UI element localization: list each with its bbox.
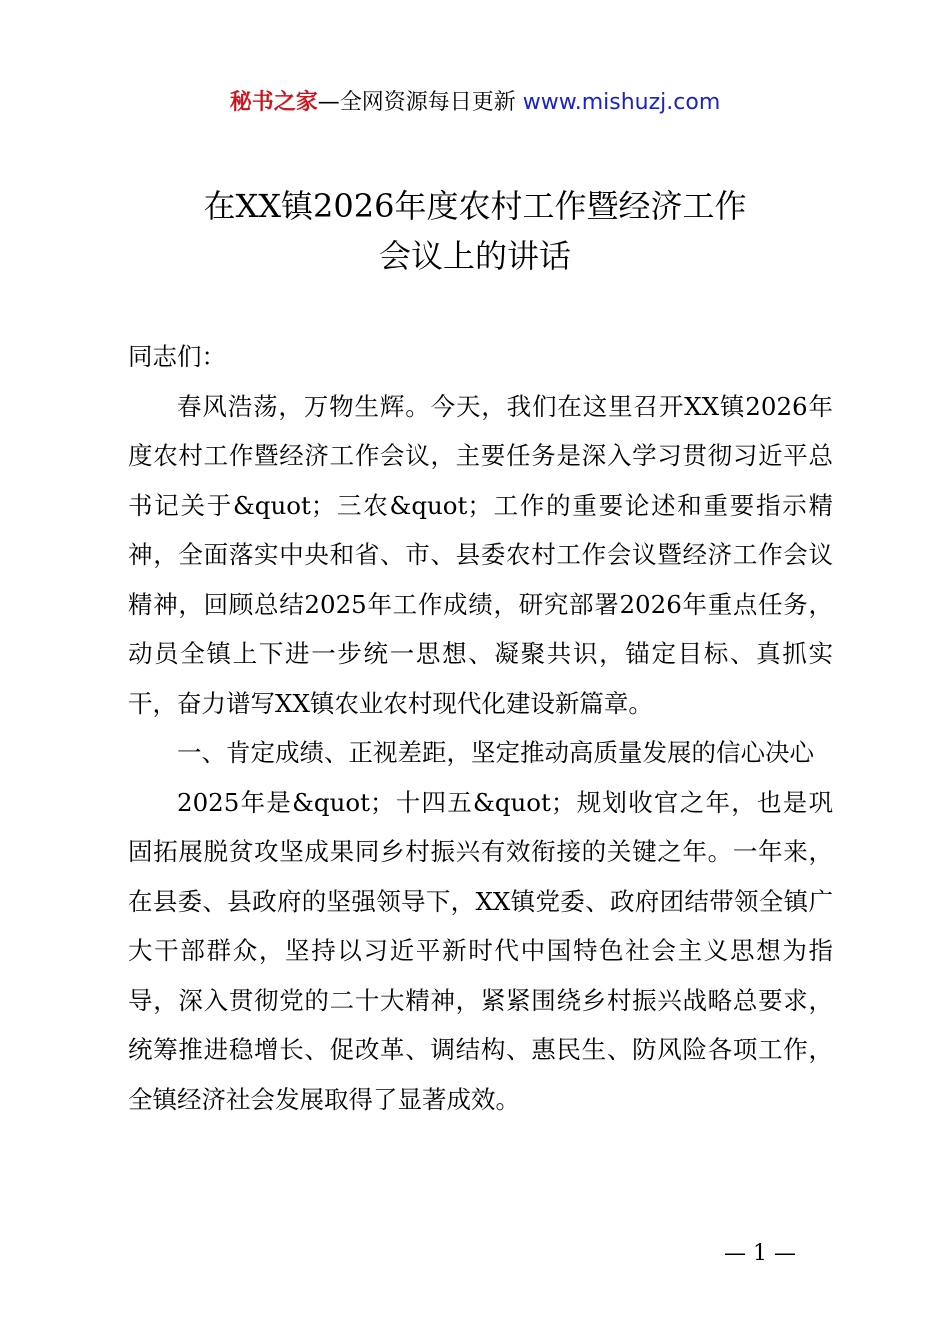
site-url-link[interactable]: www.mishuzj.com <box>522 90 721 115</box>
document-body <box>128 332 833 1124</box>
banner-tagline: —全网资源每日更新 <box>317 90 523 115</box>
salutation: 同志们： <box>128 342 226 371</box>
document-title <box>0 181 950 281</box>
title-line-2: 会议上的讲话 <box>378 237 571 275</box>
site-banner <box>0 86 950 120</box>
page-number: — 1 — <box>724 1241 796 1266</box>
paragraph-achievements: 2025年是&quot；十四五&quot；规划收官之年，也是巩固拓展脱贫攻坚成果同乡村振兴有效衔接的关键之年。一年来，在县委、县政府的坚强领导下，XX镇党委、政府团结带领全镇广大干部群众，坚持以习近平新时代中国特色社会主义思想为指导，深入贯彻党的二十大精神，紧紧围绕乡村振兴战略总要求，统筹推进稳增长、促改革、调结构、惠民生、防风险各项工作，全镇经济社会发展取得了显著成效。 <box>128 787 833 1114</box>
title-line-1: 在XX镇2026年度农村工作暨经济工作 <box>203 187 747 225</box>
paragraph-intro: 春风浩荡，万物生辉。今天，我们在这里召开XX镇2026年度农村工作暨经济工作会议，主要任务是深入学习贯彻习近平总书记关于&quot；三农&quot；工作的重要论述和重要指示精神，全面落实中央和省、市、县委农村工作会议暨经济工作会议精神，回顾总结2025年工作成绩，研究部署2026年重点任务，动员全镇上下进一步统一思想、凝聚共识，锚定目标、真抓实干，奋力谱写XX镇农业农村现代化建设新篇章。 <box>128 391 833 718</box>
brand-name: 秘书之家 <box>229 90 318 115</box>
section-heading-1: 一、肯定成绩、正视差距，坚定推动高质量发展的信心决心 <box>177 738 814 767</box>
